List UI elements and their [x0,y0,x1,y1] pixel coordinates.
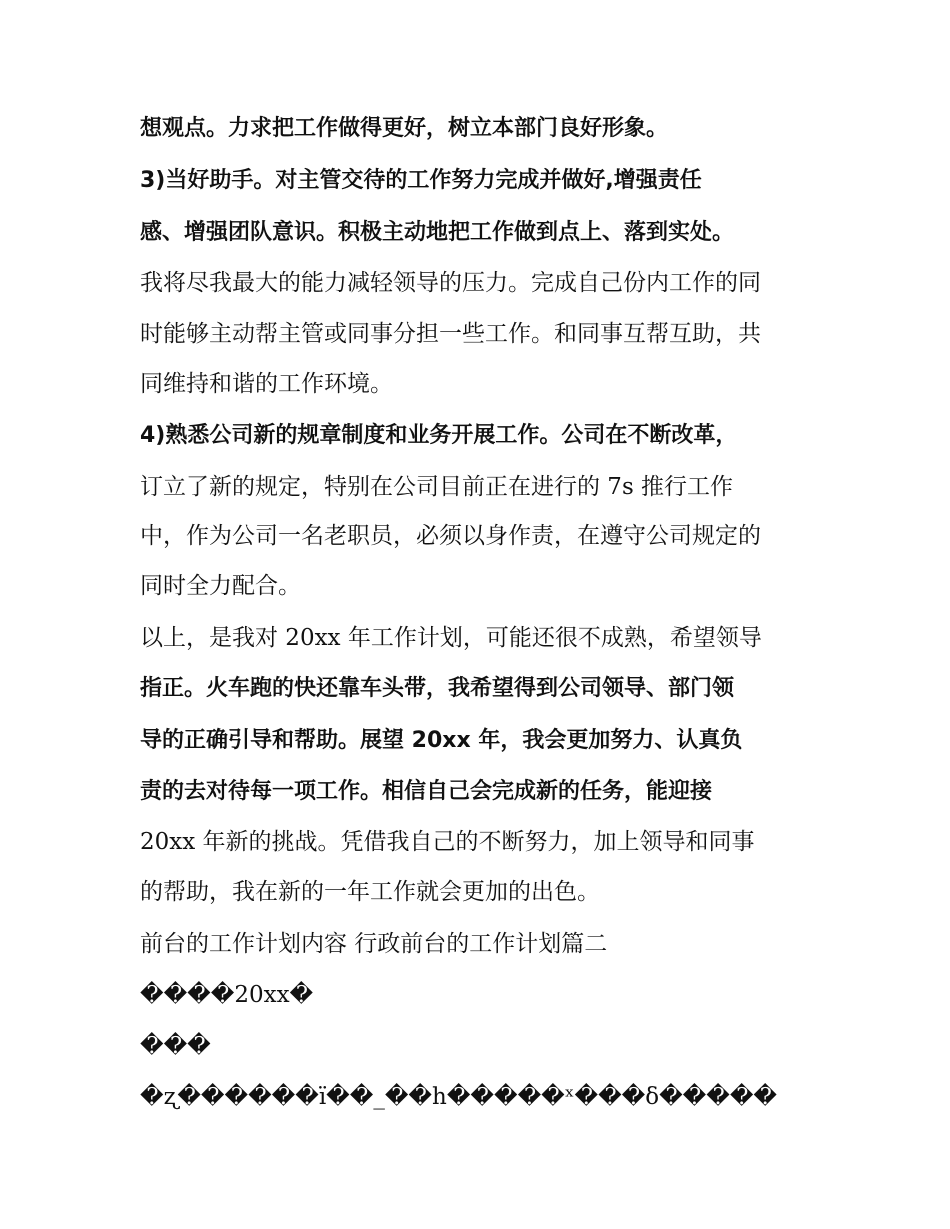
text-line-20: �ʐ������ï��_��h�����ˣ���δ����� [140,1084,778,1110]
text-line-15: 20xx 年新的挑战。凭借我自己的不断努力，加上领导和同事 [140,829,755,855]
text-line-8: 订立了新的规定，特别在公司目前正在进行的 7s 推行工作 [140,474,734,500]
text-line-17: 前台的工作计划内容 行政前台的工作计划篇二 [140,931,608,957]
text-line-5: 时能够主动帮主管或同事分担一些工作。和同事互帮互助，共 [140,321,761,347]
text-line-19: ��� [140,1033,211,1059]
text-line-2: 3)当好助手。对主管交待的工作努力完成并做好,增强责任 [140,168,702,193]
text-line-1: 想观点。力求把工作做得更好，树立本部门良好形象。 [140,116,669,141]
text-line-16: 的帮助，我在新的一年工作就会更加的出色。 [140,879,600,905]
text-line-4: 我将尽我最大的能力减轻领导的压力。完成自己份内工作的同 [140,270,761,296]
text-line-14: 责的去对待每一项工作。相信自己会完成新的任务，能迎接 [140,779,713,804]
text-line-11: 以上，是我对 20xx 年工作计划，可能还很不成熟，希望领导 [140,625,762,651]
text-line-3: 感、增强团队意识。积极主动地把工作做到点上、落到实处。 [140,220,735,245]
text-line-12: 指正。火车跑的快还靠车头带，我希望得到公司领导、部门领 [140,676,735,701]
text-line-9: 中，作为公司一名老职员，必须以身作责，在遵守公司规定的 [140,523,761,549]
text-line-6: 同维持和谐的工作环境。 [140,371,393,397]
text-line-10: 同时全力配合。 [140,573,301,599]
text-line-7: 4)熟悉公司新的规章制度和业务开展工作。公司在不断改革， [140,423,738,448]
text-line-13: 导的正确引导和帮助。展望 20xx 年，我会更加努力、认真负 [140,728,743,753]
text-line-18: ����20xx� [140,982,314,1008]
